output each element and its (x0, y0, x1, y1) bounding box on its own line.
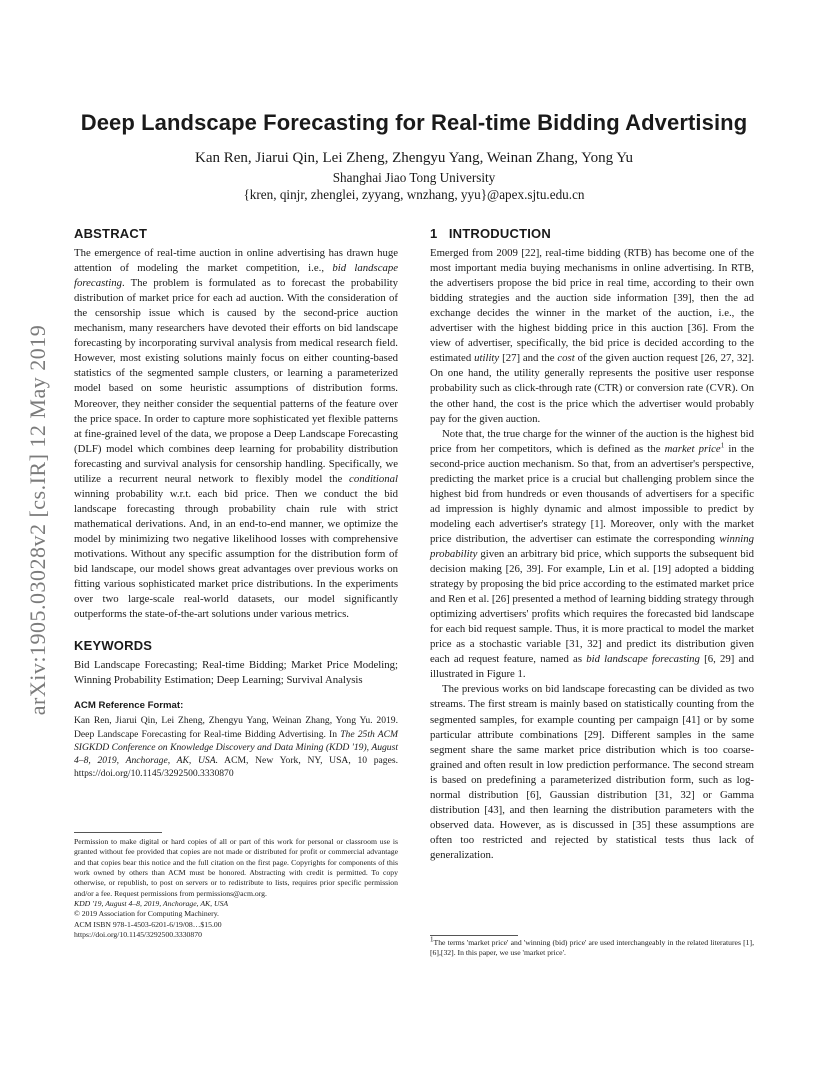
keywords-body: Bid Landscape Forecasting; Real-time Bidding; Market Price Modeling; Winning Probability Estimation; Deep Learning; Survival Analysis (74, 659, 398, 687)
intro-paragraph-2: Note that, the true charge for the winner of the auction is the highest bid price from her competitors, which is defined as the market price$^1$ in the second-price auction mechanism. So that, from an advertiser's perspective, predicting the market price is a crucial but challenging problem since the highest bid from hundreds or even thousands of advertisers for a specific ad impression is highly dynamic and almost impossible to predict by modeling each advertiser's strategy [1]. Moreover, only with the market price distribution, the advertiser can estimate the corresponding winning probability given an arbitrary bid price, which supports the subsequent bid decision making [26, 39]. For example, Lin et al. [19] adopted a bidding strategy by proposing the bid price according to the estimated market price and Ren et al. [26] presented a method of learning bidding strategy through optimizing advertisers' profits which requires the forecasted bid landscape for each bid request sample. Thus, it is more practical to model the market price as a stochastic variable [31, 32] and predict its distribution given each ad request feature, named as bid landscape forecasting [6, 29] and illustrated in Figure 1. (430, 427, 755, 681)
author-emails: {kren, qinjr, zhenglei, zyyang, wnzhang, yyu}@apex.sjtu.edu.cn (243, 187, 585, 202)
intro-heading: 1 INTRODUCTION (430, 226, 551, 241)
paper-title: Deep Landscape Forecasting for Real-time Bidding Advertising (80, 110, 748, 135)
left-column (74, 226, 398, 780)
acm-reference-body: Kan Ren, Jiarui Qin, Lei Zheng, Zhengyu Yang, Weinan Zhang, Yong Yu. 2019. Deep Landscape Forecasting for Real-time Bidding Advertising. In The 25th ACM SIGKDD Conference on Knowledge Discovery and Data Mining (KDD '19), August 4–8, 2019, Anchorage, AK, USA. ACM, New York, NY, USA, 10 pages. https://doi.org/10.1145/3292500.3330870 (74, 715, 398, 780)
conference-line: KDD '19, August 4–8, 2019, Anchorage, AK, USA (74, 899, 229, 909)
footnote: $^1$The terms 'market price' and 'winning (bid) price' are used interchangeably in the related literatures [1],[6],[32]. In this paper, we use 'market price'. (430, 935, 754, 958)
abstract-heading: ABSTRACT (74, 226, 148, 241)
permission-block (74, 837, 398, 940)
copyright-line: © 2019 Association for Computing Machinery. (74, 909, 219, 919)
author-list: Kan Ren, Jiarui Qin, Lei Zheng, Zhengyu Yang, Weinan Zhang, Yong Yu (195, 150, 633, 166)
intro-paragraph-3: The previous works on bid landscape forecasting can be divided as two streams. The first stream is mainly based on statistically counting from the segmented samples, for example counting per campaign [41] or by some particular attribute combinations [29]. Different samples in the same segment share the same market price distribution which is too coarse-grained and often result in low prediction performance. The second stream is based on predefining a parameterized distribution form, such as log-normal distribution [6], Gaussian distribution [31, 32] or Gamma distribution [43], and then learning the distribution parameters with the observed data. However, as is discussed in [35] these assumptions are often too restricted and rejected by statistical tests thus lack of generalization. (430, 683, 754, 861)
abstract-body: The emergence of real-time auction in online advertising has drawn huge attention of modeling the market competition, i.e., bid landscape forecasting. The problem is formulated as to forecast the probability distribution of market price for each ad auction. With the consideration of the censorship issue which is caused by the second-price auction mechanism, many researchers have devoted their efforts on bid landscape forecasting by incorporating survival analysis from medical research field. However, most existing solutions mainly focus on either counting-based statistics of the segmented sample clusters, or learning a parameterized model based on some heuristic assumptions of distribution forms. Moreover, they neither consider the sequential patterns of the feature over the price space. In order to capture more sophisticated yet flexible patterns at fine-grained level of the data, we propose a Deep Landscape Forecasting (DLF) model which combines deep learning for probability distribution forecasting and survival analysis for censorship handling. Specifically, we utilize a recurrent neural network to flexibly model the conditional winning probability w.r.t. each bid price. Then we conduct the bid landscape forecasting through probability chain rule with strict mathematical derivations. And, in an end-to-end manner, we optimize the model by minimizing two negative likelihood losses with comprehensive motivations. Without any specific assumption for the distribution form of bid landscape, our model shows great advantages over previous works on fitting various sophisticated market price distributions. In the experiments over two large-scale real-world datasets, our model significantly outperforms the state-of-the-art solutions under various metrics. (74, 247, 399, 621)
keywords-heading: KEYWORDS (74, 638, 153, 654)
intro-paragraph-1: Emerged from 2009 [22], real-time bidding (RTB) has become one of the most important media buying mechanisms in online advertising. In RTB, the advertisers propose the bid price in real time, according to their own bidding strategies and the auction side information [39], then the ad exchange decides the winner in the market of the auction, i.e., the advertiser with the highest bidding price in this auction [36]. From the view of advertiser, specifically, the bid price is decided according to the estimated utility [27] and the cost of the given auction request [26, 27, 32]. On one hand, the utility generally represents the positive user response probability such as click-through rate (CTR) or conversion rate (CVR). On the other hand, the cost is the price which the advertiser would probably pay for the given auction. (430, 247, 755, 425)
right-column (430, 226, 754, 863)
permission-text: Permission to make digital or hard copies of all or part of this work for personal or classroom use is granted without fee provided that copies are not made or distributed for profit or commercial advantage and that copies bear this notice and the full citation on the first page. Copyrights for components of this work owned by others than ACM must be honored. Abstracting with credit is permitted. To copy otherwise, or republish, to post on servers or to redistribute to lists, requires prior specific permission and/or a fee. Request permissions from permissions@acm.org. (74, 837, 398, 898)
doi-line: https://doi.org/10.1145/3292500.3330870 (74, 930, 202, 940)
permission-rule (74, 832, 162, 833)
footnote-rule (430, 935, 518, 936)
affiliation: Shanghai Jiao Tong University (332, 170, 496, 185)
arxiv-identifier: arXiv:1905.03028v2 [cs.IR] 12 May 2019 (25, 324, 50, 716)
acm-reference-heading: ACM Reference Format: (74, 700, 184, 712)
arxiv-sidebar-stamp (18, 285, 58, 755)
isbn-line: ACM ISBN 978-1-4503-6201-6/19/08…$15.00 (74, 919, 222, 929)
